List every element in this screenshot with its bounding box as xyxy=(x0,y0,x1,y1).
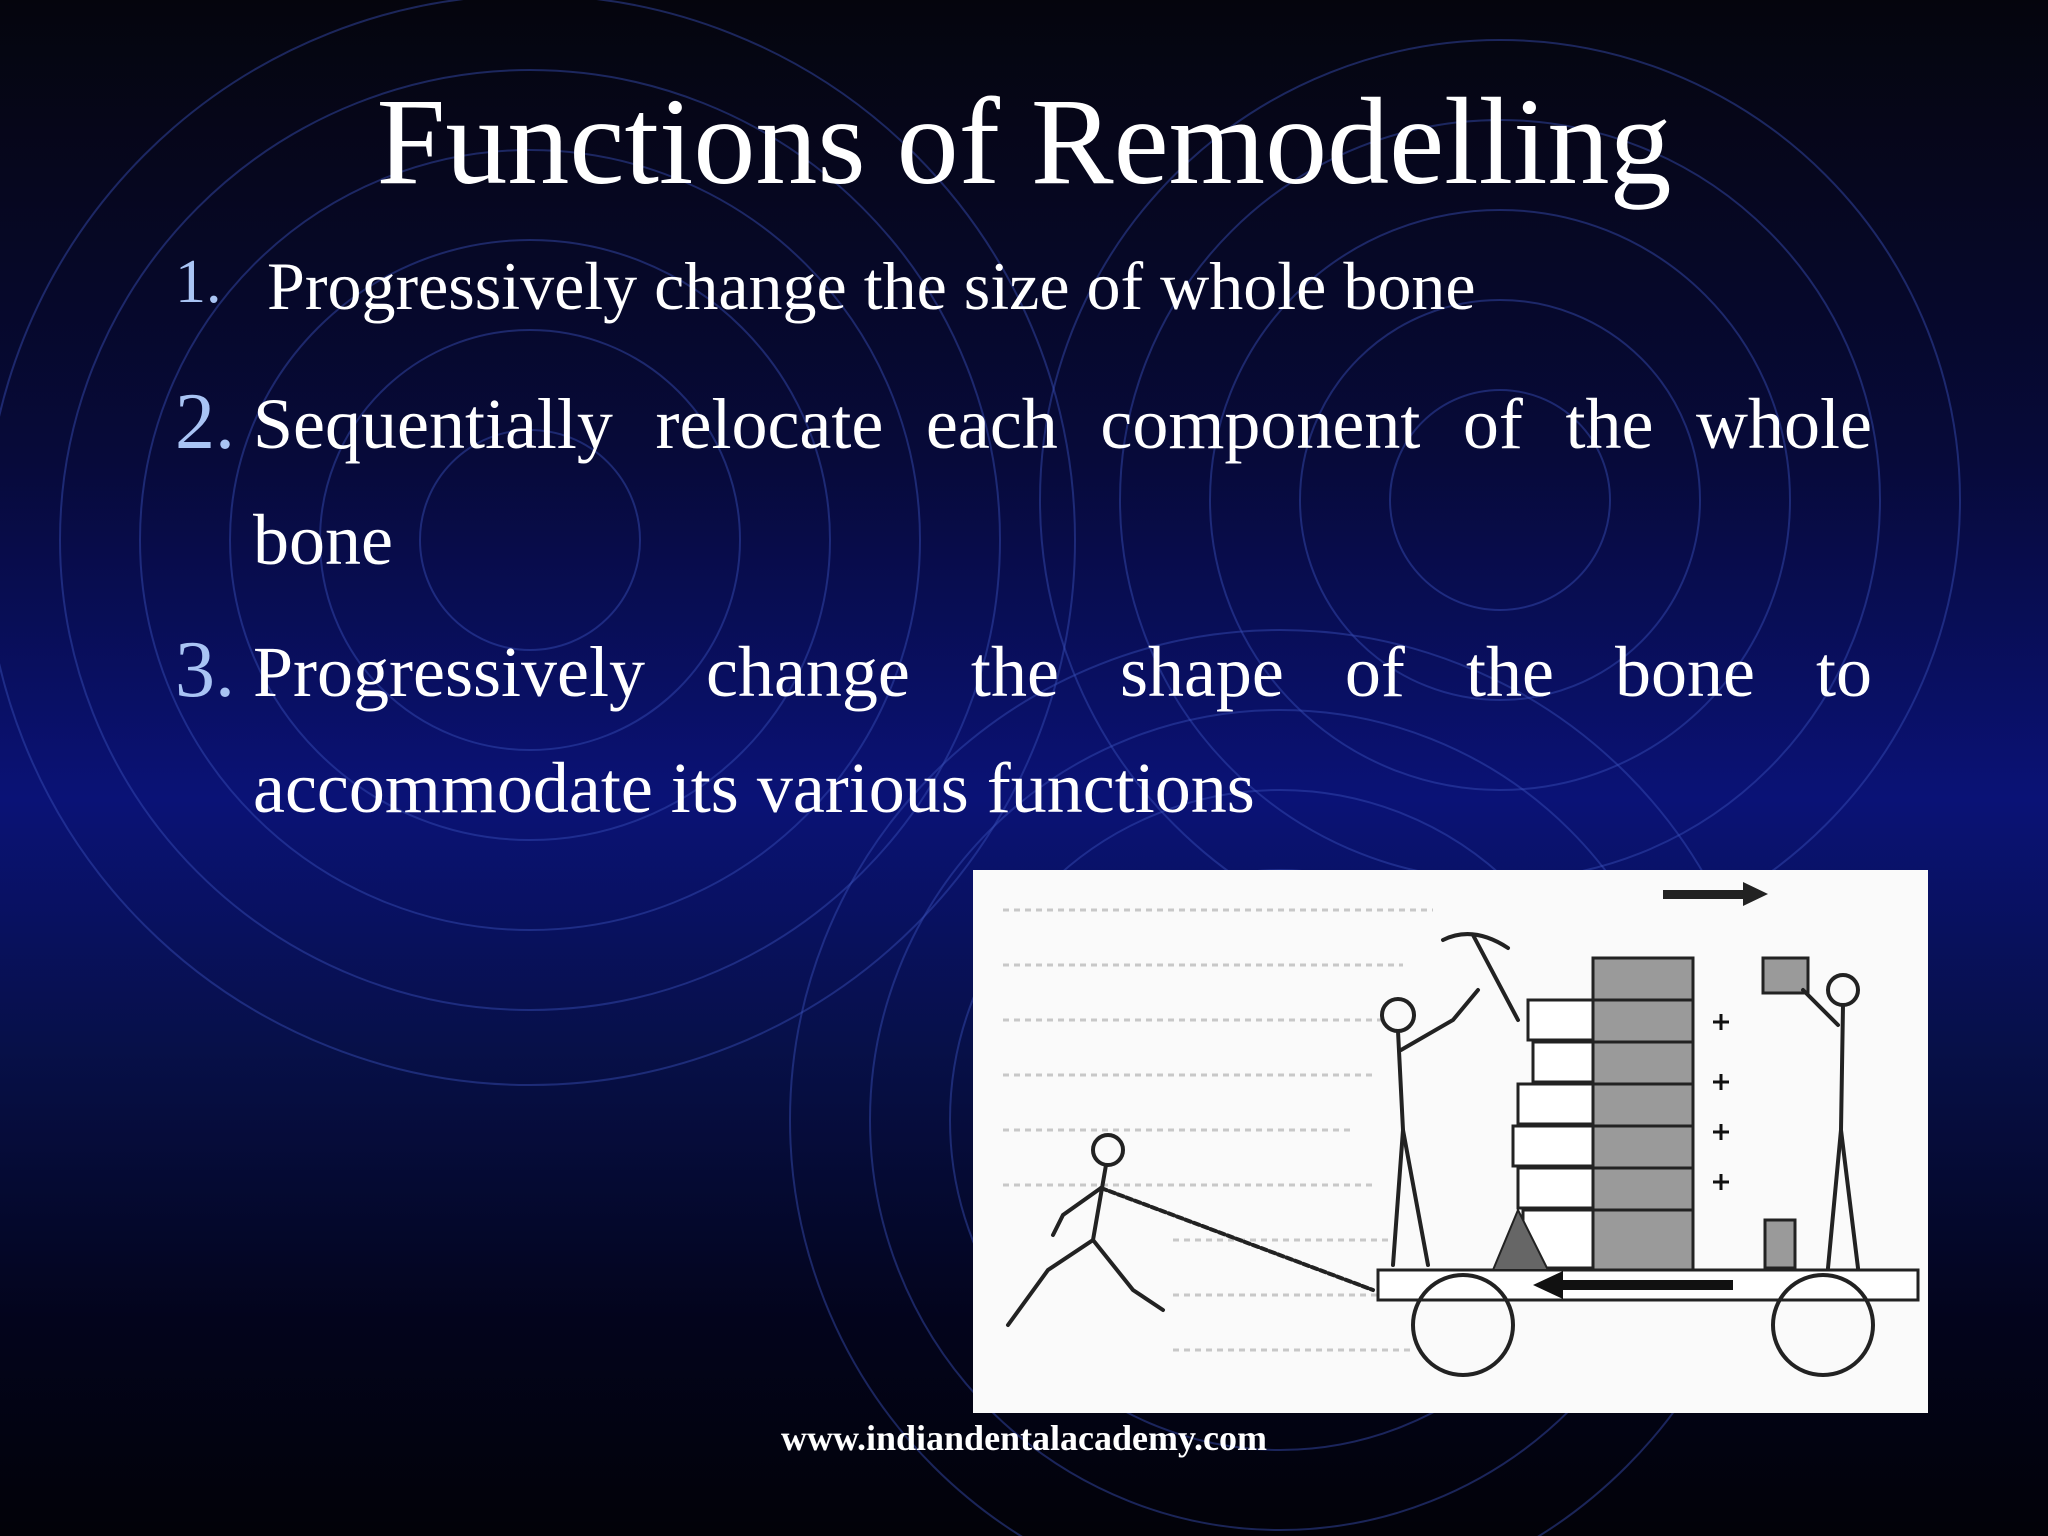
footer-url: www.indiandentalacademy.com xyxy=(780,1418,1268,1458)
list-number: 1. xyxy=(175,248,222,316)
list-text: Sequentially relocate each component of the whole bone xyxy=(253,384,1872,580)
list-number: 2. xyxy=(175,378,235,466)
slide-title: Functions of Remodelling xyxy=(376,73,1672,210)
list-text: Progressively change the shape of the bone to accommodate its various functions xyxy=(253,632,1872,828)
list-text: Progressively change the size of whole bone xyxy=(267,248,1476,324)
list-number: 3. xyxy=(175,626,235,714)
remodelling-illustration xyxy=(973,870,1928,1413)
